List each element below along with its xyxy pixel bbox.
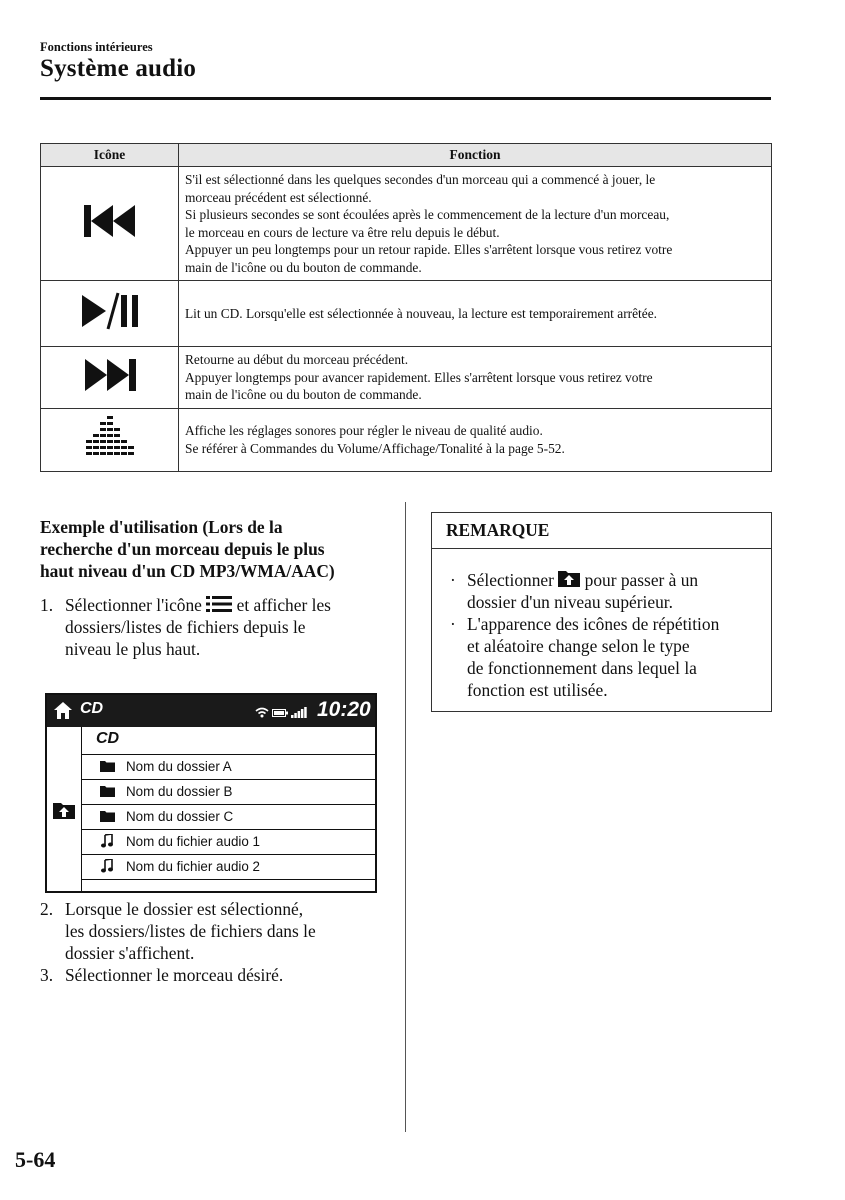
step-text: Sélectionner l'icône bbox=[65, 595, 202, 615]
cd-screen bbox=[45, 693, 377, 893]
list-item-label: Nom du dossier A bbox=[126, 759, 232, 774]
heading-line: Exemple d'utilisation (Lors de la bbox=[40, 517, 283, 537]
list-item-label: Nom du dossier C bbox=[126, 809, 234, 824]
folder-up-icon bbox=[558, 569, 580, 587]
table-row bbox=[41, 408, 772, 471]
step-1 bbox=[40, 594, 331, 660]
step-2 bbox=[40, 898, 316, 964]
clock: 10:20 bbox=[317, 698, 371, 721]
step-text: Sélectionner le morceau désiré. bbox=[65, 965, 284, 985]
column-header-function: Fonction bbox=[179, 144, 772, 167]
note-text: pour passer à un bbox=[584, 570, 699, 590]
step-3 bbox=[40, 964, 283, 986]
note-text: Sélectionner bbox=[467, 570, 554, 590]
heading-line: recherche d'un morceau depuis le plus bbox=[40, 539, 325, 559]
step-number: 2. bbox=[40, 899, 54, 919]
note-text: fonction est utilisée. bbox=[467, 680, 608, 700]
heading-line: haut niveau d'un CD MP3/WMA/AAC) bbox=[40, 561, 335, 581]
folder-icon bbox=[100, 785, 115, 797]
battery-icon bbox=[272, 709, 288, 717]
function-text: main de l'icône ou du bouton de commande. bbox=[185, 387, 422, 402]
column-header-icon: Icône bbox=[41, 144, 179, 167]
step-text: et afficher les bbox=[236, 595, 331, 615]
title-rule bbox=[40, 97, 771, 100]
list-item[interactable] bbox=[82, 830, 375, 855]
screen-status-bar bbox=[47, 695, 375, 727]
function-text: Appuyer longtemps pour avancer rapidement. Elles s'arrêtent lorsque vous retirez votre bbox=[185, 369, 653, 385]
music-note-icon bbox=[101, 834, 113, 848]
list-item[interactable] bbox=[82, 805, 375, 830]
function-text: Si plusieurs secondes se sont écoulées après le commencement de la lecture d'un morceau, bbox=[185, 207, 670, 222]
wifi-icon bbox=[255, 707, 269, 718]
icon-cell bbox=[41, 281, 179, 347]
note-text: et aléatoire change selon le type bbox=[467, 636, 690, 656]
step-text: Lorsque le dossier est sélectionné, bbox=[65, 899, 304, 919]
function-cell bbox=[179, 167, 772, 281]
home-icon bbox=[54, 702, 72, 719]
folder-icon bbox=[100, 810, 115, 822]
icon-cell bbox=[41, 167, 179, 281]
list-title: CD bbox=[96, 730, 120, 747]
step-text: niveau le plus haut. bbox=[65, 639, 201, 659]
note-text: de fonctionnement dans lequel la bbox=[467, 658, 697, 678]
bullet-dot: · bbox=[450, 614, 456, 634]
list-item-label: Nom du fichier audio 2 bbox=[126, 859, 260, 874]
signal-icon bbox=[291, 707, 307, 718]
icon-cell bbox=[41, 347, 179, 409]
page-title: Système audio bbox=[40, 55, 197, 82]
step-number: 1. bbox=[40, 595, 54, 615]
table-row bbox=[41, 167, 772, 281]
function-text: Appuyer un peu longtemps pour un retour rapide. Elles s'arrêtent lorsque vous retirez votre bbox=[185, 242, 673, 257]
skip-forward-icon bbox=[82, 357, 138, 393]
note-text: L'apparence des icônes de répétition bbox=[467, 614, 720, 634]
step-text: les dossiers/listes de fichiers dans le bbox=[65, 921, 316, 941]
list-item[interactable] bbox=[82, 855, 375, 880]
function-table bbox=[40, 143, 772, 472]
function-text: le morceau en cours de lecture va être relu depuis le début. bbox=[185, 224, 500, 240]
icon-cell bbox=[41, 408, 179, 471]
function-text: morceau précédent est sélectionné. bbox=[185, 189, 372, 205]
step-text: dossiers/listes de fichiers depuis le bbox=[65, 617, 306, 637]
note-title: REMARQUE bbox=[432, 513, 771, 549]
function-text: main de l'icône ou du bouton de commande. bbox=[185, 259, 422, 275]
function-cell bbox=[179, 408, 772, 471]
list-item-label: Nom du dossier B bbox=[126, 784, 233, 799]
bullet-dot: · bbox=[450, 570, 456, 590]
function-text: Affiche les réglages sonores pour régler le niveau de qualité audio. bbox=[185, 423, 543, 438]
note-bullet-1 bbox=[450, 569, 698, 613]
list-item-label: Nom du fichier audio 1 bbox=[126, 834, 260, 849]
list-icon bbox=[206, 596, 232, 612]
music-note-icon bbox=[101, 859, 113, 873]
step-text: dossier s'affichent. bbox=[65, 943, 195, 963]
list-item[interactable] bbox=[82, 755, 375, 780]
note-box bbox=[431, 512, 772, 712]
note-text: dossier d'un niveau supérieur. bbox=[467, 592, 673, 612]
function-text: Lit un CD. Lorsqu'elle est sélectionnée à nouveau, la lecture est temporairement arrêtée. bbox=[185, 305, 658, 321]
function-text: S'il est sélectionné dans les quelques secondes d'un morceau qui a commencé à jouer, le bbox=[185, 172, 656, 187]
function-text: Se référer à Commandes du Volume/Affichage/Tonalité à la page 5-52. bbox=[185, 440, 565, 456]
function-cell bbox=[179, 347, 772, 409]
equalizer-icon bbox=[85, 415, 135, 459]
function-text: Retourne au début du morceau précédent. bbox=[185, 352, 409, 367]
note-bullet-2 bbox=[450, 613, 719, 701]
column-divider bbox=[405, 502, 406, 1132]
source-label: CD bbox=[80, 700, 104, 717]
example-heading bbox=[40, 516, 385, 582]
list-item[interactable] bbox=[82, 780, 375, 805]
step-number: 3. bbox=[40, 965, 54, 985]
list-title-row bbox=[82, 727, 375, 755]
section-label: Fonctions intérieures bbox=[40, 40, 153, 54]
screen-side-panel bbox=[47, 727, 82, 891]
folder-icon bbox=[100, 760, 115, 772]
table-header-row bbox=[41, 144, 772, 167]
play-pause-icon bbox=[78, 291, 142, 331]
function-cell bbox=[179, 281, 772, 347]
folder-up-icon[interactable] bbox=[53, 801, 75, 819]
skip-back-icon bbox=[82, 203, 138, 239]
page-number: 5-64 bbox=[15, 1147, 56, 1172]
table-row bbox=[41, 281, 772, 347]
table-row bbox=[41, 347, 772, 409]
